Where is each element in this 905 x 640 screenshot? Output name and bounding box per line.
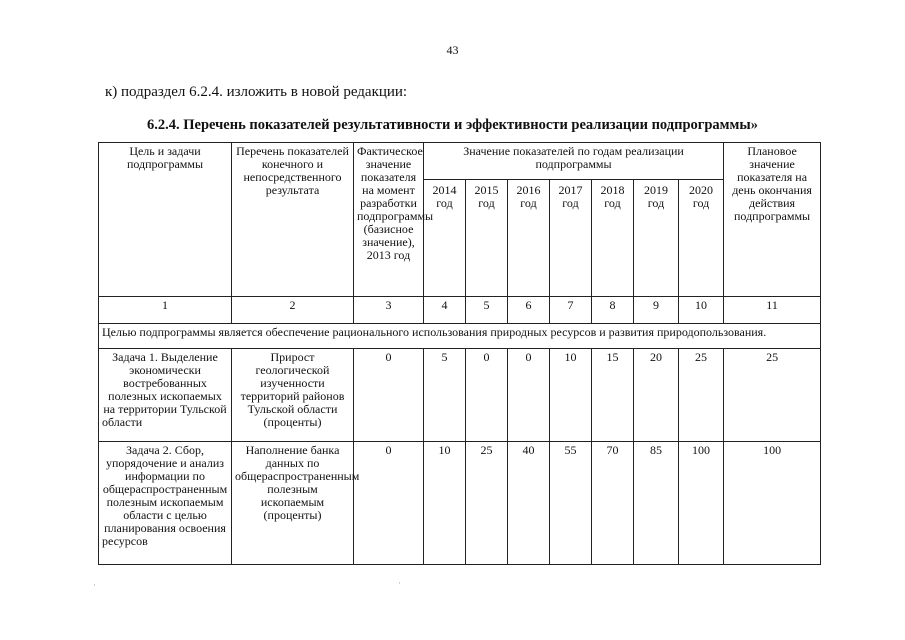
table-row [99, 349, 821, 442]
header-year: 2014 год [424, 180, 466, 297]
year-value-cell: 25 [679, 349, 724, 442]
intro-line: к) подраздел 6.2.4. изложить в новой редакции: [105, 84, 408, 100]
year-value-cell: 10 [424, 442, 466, 565]
section-title: 6.2.4. Перечень показателей результативности и эффективности реализации подпрограммы» [147, 117, 758, 133]
year-value-cell: 25 [466, 442, 508, 565]
indicator-cell: Прирост геологической изученности территорий районов Тульской области (проценты) [232, 349, 354, 442]
task-cell: Задача 1. Выделение экономически востребованных полезных ископаемых на территории Тульской области [99, 349, 232, 442]
column-number: 2 [232, 297, 354, 324]
scan-speck: · [93, 580, 96, 590]
indicator-cell: Наполнение банка данных по общераспространенным полезным ископаемым (проценты) [232, 442, 354, 565]
year-value-cell: 0 [508, 349, 550, 442]
column-number: 3 [354, 297, 424, 324]
page-number: 43 [446, 43, 459, 57]
header-year: 2017 год [550, 180, 592, 297]
header-actual: Фактическое значение показателя на момент разработки подпрограммы (базисное значение), 2013 год [354, 143, 424, 297]
header-year: 2016 год [508, 180, 550, 297]
header-planned: Плановое значение показателя на день окончания действия подпрограммы [724, 143, 821, 297]
column-number: 9 [634, 297, 679, 324]
column-number: 5 [466, 297, 508, 324]
year-value-cell: 100 [679, 442, 724, 565]
indicators-table [98, 142, 821, 565]
year-value-cell: 20 [634, 349, 679, 442]
year-value-cell: 40 [508, 442, 550, 565]
year-value-cell: 70 [592, 442, 634, 565]
column-number: 6 [508, 297, 550, 324]
table-row [99, 442, 821, 565]
goal-row [99, 324, 821, 349]
header-indicator: Перечень показателей конечного и непосредственного результата [232, 143, 354, 297]
year-value-cell: 15 [592, 349, 634, 442]
year-value-cell: 0 [466, 349, 508, 442]
year-value-cell: 10 [550, 349, 592, 442]
planned-value-cell: 100 [724, 442, 821, 565]
column-number: 4 [424, 297, 466, 324]
header-year: 2020 год [679, 180, 724, 297]
column-number: 11 [724, 297, 821, 324]
header-goal: Цель и задачи подпрограммы [99, 143, 232, 297]
column-number: 10 [679, 297, 724, 324]
year-value-cell: 5 [424, 349, 466, 442]
planned-value-cell: 25 [724, 349, 821, 442]
year-value-cell: 55 [550, 442, 592, 565]
goal-text: Целью подпрограммы является обеспечение рационального использования природных ресурсов и развития природопользования. [99, 324, 821, 349]
header-row [99, 143, 821, 180]
column-number-row [99, 297, 821, 324]
header-year: 2015 год [466, 180, 508, 297]
year-value-cell: 85 [634, 442, 679, 565]
header-year: 2018 год [592, 180, 634, 297]
header-years-group: Значение показателей по годам реализации подпрограммы [424, 143, 724, 180]
base-value-cell: 0 [354, 442, 424, 565]
header-year: 2019 год [634, 180, 679, 297]
task-cell: Задача 2. Сбор, упорядочение и анализ информации по общераспространенным полезным ископаемым области с целью планирования освоения ресурсов [99, 442, 232, 565]
scan-speck: · [398, 578, 401, 588]
column-number: 8 [592, 297, 634, 324]
base-value-cell: 0 [354, 349, 424, 442]
column-number: 7 [550, 297, 592, 324]
column-number: 1 [99, 297, 232, 324]
